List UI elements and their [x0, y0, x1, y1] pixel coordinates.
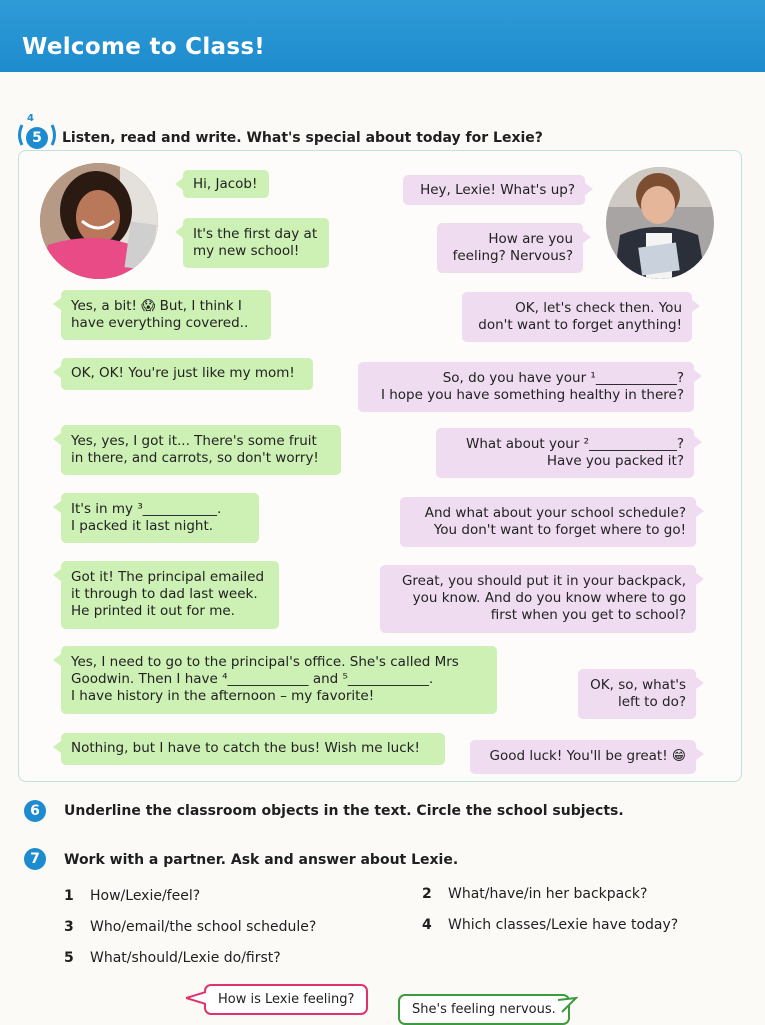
question-1: 1 How/Lexie/feel? — [64, 888, 201, 904]
page-header — [0, 0, 765, 72]
bubble-lexie-7: Got it! The principal emailed it through to dad last week. He printed it out for me. — [61, 561, 279, 629]
bubble-lexie-2: It's the first day at my new school! — [183, 218, 329, 268]
bubble-lexie-8: Yes, I need to go to the principal's office. She's called Mrs Goodwin. Then I have ⁴____________ and ⁵____________. I have history in the afternoon – my favorite! — [61, 646, 497, 714]
page-title: Welcome to Class! — [22, 34, 266, 60]
exercise-6-number: 6 — [24, 800, 46, 822]
bubble-lexie-1: Hi, Jacob! — [183, 170, 269, 198]
bubble-lexie-9: Nothing, but I have to catch the bus! Wish me luck! — [61, 733, 445, 765]
bubble-jacob-1: Hey, Lexie! What's up? — [403, 175, 585, 205]
bubble-jacob-5: What about your ²_____________? Have you packed it? — [436, 428, 694, 478]
exercise-5-number: 5 — [26, 127, 48, 149]
bubble-jacob-6: And what about your school schedule? You don't want to forget where to go! — [400, 497, 696, 547]
question-2: 2 What/have/in her backpack? — [422, 886, 648, 902]
bubble-lexie-3: Yes, a bit! 😱 But, I think I have everything covered.. — [61, 290, 271, 340]
bubble-jacob-2: How are you feeling? Nervous? — [437, 223, 583, 273]
exercise-6-instruction: Underline the classroom objects in the text. Circle the school subjects. — [64, 803, 624, 819]
jacob-avatar — [606, 167, 714, 279]
example-question-tail — [186, 990, 206, 1006]
bubble-jacob-8: OK, so, what's left to do? — [578, 669, 696, 719]
bubble-lexie-4: OK, OK! You're just like my mom! — [61, 358, 313, 390]
bubble-jacob-4: So, do you have your ¹____________? I hope you have something healthy in there? — [358, 362, 694, 412]
bubble-jacob-7: Great, you should put it in your backpack, you know. And do you know where to go first when you get to school? — [380, 565, 696, 633]
example-answer-bubble: She's feeling nervous. — [398, 994, 570, 1025]
bubble-lexie-6: It's in my ³___________. I packed it last night. — [61, 493, 259, 543]
question-5: 5 What/should/Lexie do/first? — [64, 950, 281, 966]
exercise-5-instruction: Listen, read and write. What's special about today for Lexie? — [62, 130, 543, 146]
example-question-bubble: How is Lexie feeling? — [204, 984, 368, 1015]
audio-track-number: 4 — [27, 113, 34, 124]
bubble-lexie-5: Yes, yes, I got it... There's some fruit in there, and carrots, so don't worry! — [61, 425, 341, 475]
bubble-jacob-3: OK, let's check then. You don't want to forget anything! — [462, 292, 692, 342]
exercise-7-instruction: Work with a partner. Ask and answer about Lexie. — [64, 852, 459, 868]
exercise-7-number: 7 — [24, 848, 46, 870]
example-answer-tail — [558, 996, 578, 1014]
question-4: 4 Which classes/Lexie have today? — [422, 917, 679, 933]
lexie-avatar — [40, 163, 158, 279]
bubble-jacob-9: Good luck! You'll be great! 😁 — [470, 740, 696, 774]
question-3: 3 Who/email/the school schedule? — [64, 919, 317, 935]
